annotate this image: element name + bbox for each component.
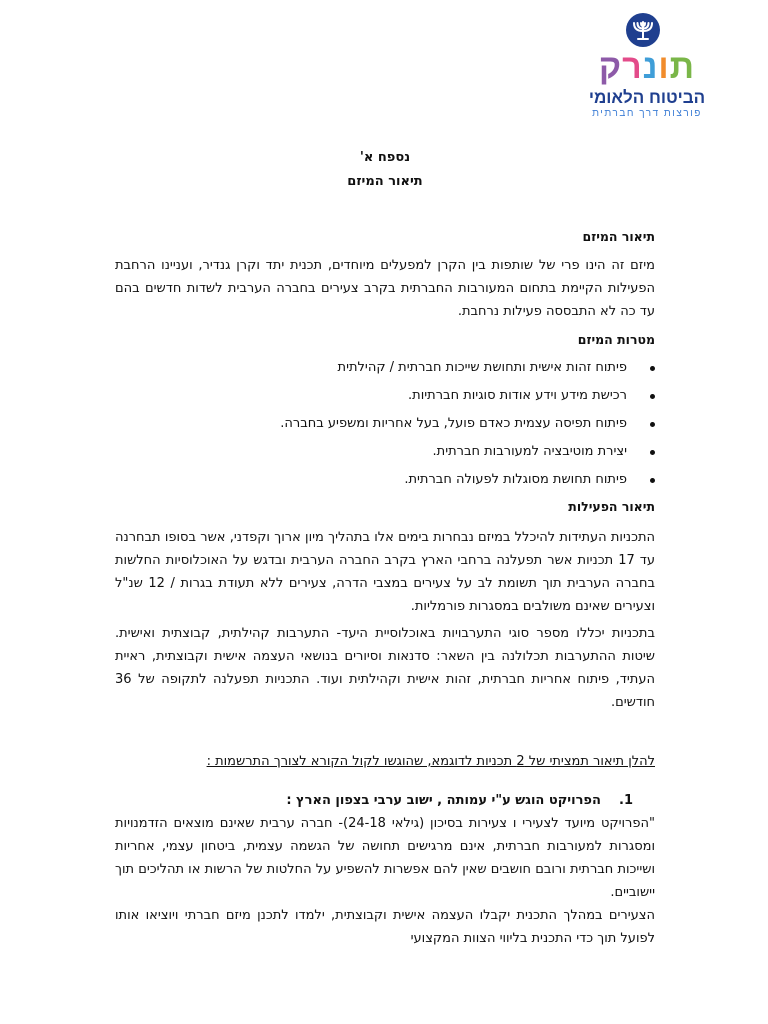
bullet-icon [650,478,655,483]
bullet-icon [650,394,655,399]
logo-letter: ק [598,48,623,86]
project-paragraph: "הפרויקט מיועד לצעירי ו צעירות בסיכון (גילאי 24-18)- חברה ערבית שאינם מוצאים הזדמנויות ומסגרות למעורבות חברתית, אינם מרגישים תחושה של הגשמה עצמית, ביטחון עצמי, אחריות ושייכות חברתית ורובם חושבים שאין להם אפשרות להשפיע על החלטות של הרשות או תהליכים תוך יישוביים. [115,816,655,900]
interventions-paragraph: בתכניות יכללו מספר סוגי התערבויות באוכלוסיית היעד- התערבות קהילתית, קבוצתית ואישית. שיטות ההתערבות תכלולנה בין השאר: סדנאות וסיורים בנושאי העצמה אישית וקבוצתית, ראיית העתיד, פיתוח אחריות חברתית, זהות אישית וקהילתית ועוד. התכניות תפעלנה לתקופה של 36 חודשים. [115,626,655,710]
description-paragraph: מיזם זה הינו פרי של שותפות בין הקרן למפעלים מיוחדים, תכנית יתד וקרן גנדיר, ועניינו הרחבת הפעילות הקיימת בתחום המעורבות החברתית בקרב צעירים בחברה הערבית לשדות חדשים בהם עד כה לא התבססה פעילות נרחבת. [115,258,655,319]
goal-text: יצירת מוטיבציה למעורבות חברתית. [432,444,627,459]
list-item [115,382,655,410]
list-item [115,466,655,494]
goals-list [115,354,655,494]
goal-text: פיתוח תחושת מסוגלות לפעולה חברתית. [404,472,627,487]
logo-letter: ת [669,48,696,86]
appendix-title: נספח א' [359,150,411,165]
project-outcome-paragraph: הצעירים במהלך התכנית יקבלו העצמה אישית וקבוצתית, ילמדו לתכנן מיזם חברתי ויוציאו אותו לפועל תוך כדי התכנית בליווי הצוות המקצועי [115,908,655,946]
logo-letter: ו [658,48,670,86]
logo-letter: ר [622,48,643,86]
section-heading-activity: תיאור הפעילות [568,499,655,514]
logo-wordmark [583,48,711,86]
page-title: תיאור המיזם [347,174,423,189]
goal-text: רכישת מידע וידע אודות סוגיות חברתיות. [408,388,627,403]
project-number: 1. [619,793,633,808]
karnot-logo [583,12,711,119]
bullet-icon [650,366,655,371]
project-title: הפרויקט הוגש ע"י עמותה , ישוב ערבי בצפון הארץ : [286,793,601,808]
document-body [115,146,655,950]
logo-tagline: פורצות דרך חברתית [592,108,702,119]
section-heading-goals: מטרות המיזם [577,332,655,347]
examples-intro: להלן תיאור תמציתי של 2 תכניות לדוגמא, שהוגשו לקול הקורא לצורך התרשמות : [206,754,655,769]
section-heading-description: תיאור המיזם [582,229,655,244]
bullet-icon [650,450,655,455]
bullet-icon [650,422,655,427]
goal-text: פיתוח תפיסה עצמית כאדם פועל, בעל אחריות ומשפיע בחברה. [280,416,627,431]
menorah-emblem-icon [625,12,661,48]
list-item [115,410,655,438]
list-item [115,438,655,466]
goal-text: פיתוח זהות אישית ותחושת שייכות חברתית / קהילתית [337,360,627,375]
list-item [115,354,655,382]
activity-paragraph: התכניות העתידות להיכלל במיזם נבחרות בימים אלו בתהליך מיון ארוך וקפדני, אשר בסופו תבחרנה עד 17 תכניות אשר תפעלנה ברחבי הארץ בקרב החברה הערבית ובדגש על האוכלוסיות החלשות בחברה הערבית תוך תשומת לב על צעירים במצבי הדרה, צעירים ללא תעודת בגרות / 12 שנ"ל וצעירים שאינם משולבים במסגרות פורמליות. [115,530,656,614]
project-heading [115,789,655,812]
logo-letter: נ [642,48,659,86]
logo-subtitle: הביטוח הלאומי [588,88,706,107]
